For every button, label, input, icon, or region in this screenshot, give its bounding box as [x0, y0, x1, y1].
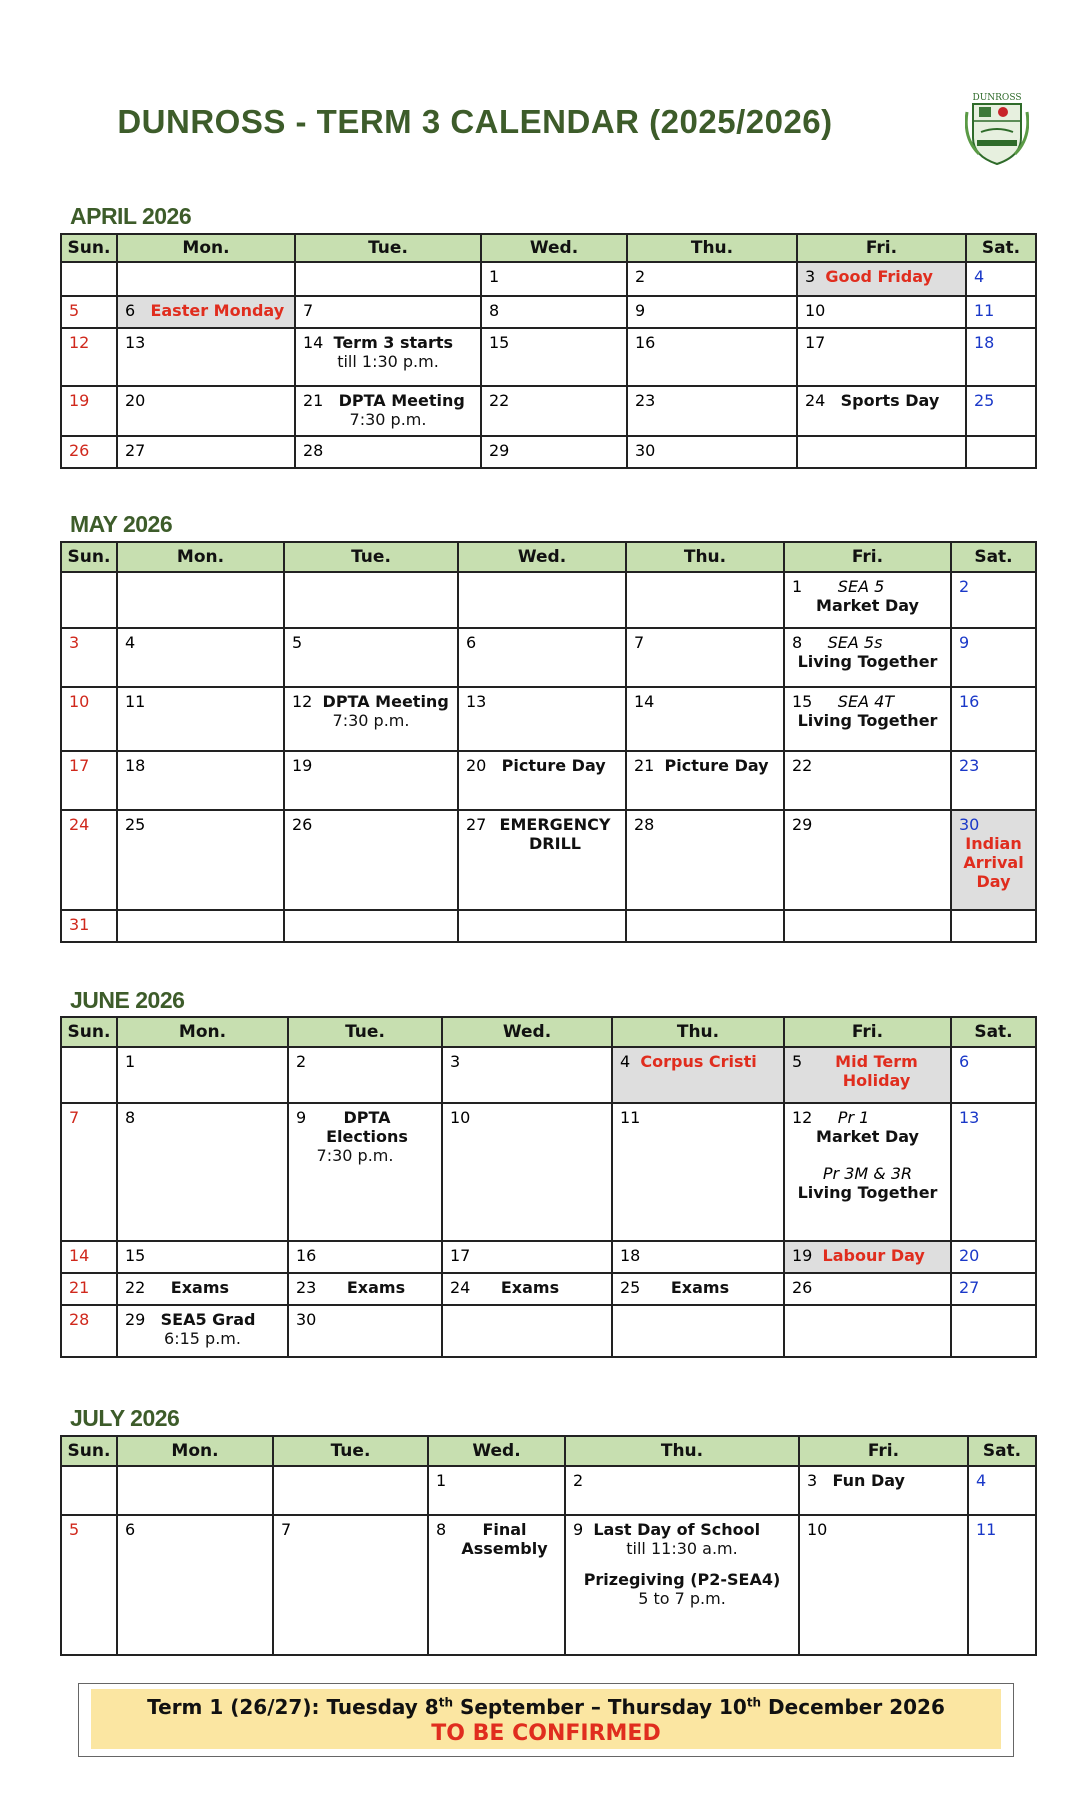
may-calendar [60, 541, 1037, 943]
day-cell: 2 [565, 1466, 799, 1515]
event-exams: Exams [170, 1278, 230, 1297]
day-cell: 13 [117, 328, 295, 386]
day-cell: 5 [61, 296, 117, 328]
day-cell: 14 [626, 687, 784, 751]
day-cell: 26 [784, 1273, 951, 1305]
week-row [61, 1241, 1036, 1273]
day-cell [966, 436, 1036, 468]
weekday-sun: Sun. [61, 542, 117, 572]
day-cell: 1 SEA 5 Market Day [784, 572, 951, 628]
day-cell: 6 [951, 1047, 1036, 1103]
day-cell: 21 Picture Day [626, 751, 784, 810]
week-row [61, 810, 1036, 910]
weekday-fri: Fri. [784, 542, 951, 572]
day-cell: 4 [968, 1466, 1036, 1515]
event-dpta-time: 7:30 p.m. [349, 410, 427, 429]
day-cell: 7 [61, 1103, 117, 1241]
term1-sup-1: th [438, 1695, 453, 1710]
day-cell: 20 [117, 386, 295, 436]
event-grad-time: 6:15 p.m. [164, 1329, 241, 1348]
day-cell: 10 [442, 1103, 612, 1241]
day-cell [284, 910, 458, 942]
term1-text-c: December 2026 [761, 1695, 945, 1719]
day-cell [458, 910, 626, 942]
event-easter-monday: Easter Monday [150, 301, 285, 320]
day-cell: 4 Corpus Cristi [612, 1047, 784, 1103]
june-calendar [60, 1016, 1037, 1358]
july-title: JULY 2026 [70, 1405, 180, 1431]
event-sea5s: SEA 5s [827, 633, 883, 652]
day-cell [797, 436, 966, 468]
day-cell: 9 [951, 628, 1036, 687]
day-cell: 6 [458, 628, 626, 687]
school-crest-logo [965, 92, 1029, 168]
day-cell [117, 1466, 273, 1515]
july-calendar [60, 1435, 1037, 1656]
weekday-tue: Tue. [273, 1436, 428, 1466]
day-cell: 10 [799, 1515, 968, 1655]
day-cell: 11 [612, 1103, 784, 1241]
day-cell: 7 [295, 296, 481, 328]
day-cell [458, 572, 626, 628]
day-cell: 5 [284, 628, 458, 687]
weekday-thu: Thu. [565, 1436, 799, 1466]
weekday-thu: Thu. [627, 234, 797, 262]
week-row [61, 436, 1036, 468]
day-cell: 12 DPTA Meeting 7:30 p.m. [284, 687, 458, 751]
day-cell: 23 [951, 751, 1036, 810]
day-cell: 23 [627, 386, 797, 436]
day-cell: 24 [61, 810, 117, 910]
day-cell [626, 572, 784, 628]
weekday-sat: Sat. [968, 1436, 1036, 1466]
day-cell: 2 [627, 262, 797, 296]
day-cell: 28 [295, 436, 481, 468]
event-dpta-meeting: DPTA Meeting [322, 692, 449, 711]
week-row [61, 910, 1036, 942]
day-cell: 5 [61, 1515, 117, 1655]
weekday-wed: Wed. [458, 542, 626, 572]
day-cell: 30 Indian Arrival Day [951, 810, 1036, 910]
day-cell: 25 Exams [612, 1273, 784, 1305]
day-cell: 28 [61, 1305, 117, 1357]
event-final-assembly: Final Assembly [461, 1520, 548, 1558]
term1-dates [91, 1695, 1001, 1719]
day-cell: 27 [951, 1273, 1036, 1305]
day-cell: 17 [797, 328, 966, 386]
day-cell: 4 [966, 262, 1036, 296]
week-row [61, 1273, 1036, 1305]
event-pr1: Pr 1 [837, 1108, 870, 1127]
week-row [61, 1515, 1036, 1655]
day-cell: 9 Last Day of School till 11:30 a.m. Prizegiving (P2-SEA4) 5 to 7 p.m. [565, 1515, 799, 1655]
day-cell: 26 [284, 810, 458, 910]
day-cell [784, 1305, 951, 1357]
day-cell [284, 572, 458, 628]
event-mid-term-holiday: Mid Term Holiday [835, 1052, 918, 1090]
day-cell: 1 [481, 262, 627, 296]
day-cell: 25 [966, 386, 1036, 436]
weekday-sat: Sat. [951, 1017, 1036, 1047]
day-cell [117, 910, 284, 942]
week-row [61, 1466, 1036, 1515]
event-last-day-time: till 11:30 a.m. [626, 1539, 738, 1558]
event-prizegiving: Prizegiving (P2-SEA4) [583, 1570, 781, 1589]
day-cell: 10 [797, 296, 966, 328]
day-cell [61, 1047, 117, 1103]
day-cell: 29 [481, 436, 627, 468]
svg-text:DUNROSS: DUNROSS [972, 93, 1022, 103]
day-cell: 9 [627, 296, 797, 328]
may-title: MAY 2026 [70, 511, 173, 537]
day-cell: 22 Exams [117, 1273, 288, 1305]
day-cell: 21 DPTA Meeting 7:30 p.m. [295, 386, 481, 436]
day-cell: 12 [61, 328, 117, 386]
event-exams: Exams [346, 1278, 406, 1297]
day-cell: 24 Sports Day [797, 386, 966, 436]
day-cell [117, 262, 295, 296]
event-sea4t: SEA 4T [837, 692, 895, 711]
weekday-fri: Fri. [799, 1436, 968, 1466]
day-cell: 11 [966, 296, 1036, 328]
day-cell: 26 [61, 436, 117, 468]
day-cell: 13 [458, 687, 626, 751]
week-row [61, 1047, 1036, 1103]
event-term3-starts: Term 3 starts [333, 333, 454, 352]
day-cell [61, 1466, 117, 1515]
day-cell: 7 [626, 628, 784, 687]
weekday-sat: Sat. [966, 234, 1036, 262]
event-fun-day: Fun Day [832, 1471, 905, 1490]
event-exams: Exams [670, 1278, 730, 1297]
weekday-wed: Wed. [442, 1017, 612, 1047]
event-pr3: Pr 3M & 3R [822, 1164, 913, 1183]
event-dpta-elections: DPTA Elections [326, 1108, 408, 1146]
day-cell: 4 [117, 628, 284, 687]
day-cell: 27 EMERGENCY DRILL [458, 810, 626, 910]
day-cell: 14 Term 3 starts till 1:30 p.m. [295, 328, 481, 386]
event-corpus-cristi: Corpus Cristi [640, 1052, 757, 1071]
day-cell: 8 [481, 296, 627, 328]
day-cell [626, 910, 784, 942]
day-cell: 8 [117, 1103, 288, 1241]
to-be-confirmed: TO BE CONFIRMED [431, 1721, 661, 1746]
day-cell: 3 Fun Day [799, 1466, 968, 1515]
page-title: DUNROSS - TERM 3 CALENDAR (2025/2026) [117, 103, 833, 140]
week-row [61, 386, 1036, 436]
day-cell: 6 Easter Monday [117, 296, 295, 328]
week-row [61, 687, 1036, 751]
day-cell: 2 [288, 1047, 442, 1103]
event-market-day: Market Day [816, 1127, 919, 1146]
weekday-sat: Sat. [951, 542, 1036, 572]
weekday-thu: Thu. [612, 1017, 784, 1047]
weekday-tue: Tue. [295, 234, 481, 262]
term1-sup-2: th [746, 1695, 762, 1710]
event-sea5-grad: SEA5 Grad [160, 1310, 256, 1329]
weekday-tue: Tue. [288, 1017, 442, 1047]
week-row [61, 328, 1036, 386]
day-cell: 19 [284, 751, 458, 810]
event-good-friday: Good Friday [825, 267, 933, 286]
event-exams: Exams [500, 1278, 560, 1297]
day-cell: 20 Picture Day [458, 751, 626, 810]
weekday-tue: Tue. [284, 542, 458, 572]
week-row [61, 296, 1036, 328]
event-market-day: Market Day [816, 596, 919, 615]
weekday-mon: Mon. [117, 234, 295, 262]
weekday-fri: Fri. [784, 1017, 951, 1047]
event-picture-day: Picture Day [501, 756, 606, 775]
week-row [61, 628, 1036, 687]
day-cell: 22 [481, 386, 627, 436]
day-cell: 8 Final Assembly [428, 1515, 565, 1655]
weekday-header-row [61, 1017, 1036, 1047]
day-cell: 15 [481, 328, 627, 386]
day-cell: 16 [627, 328, 797, 386]
day-cell: 17 [442, 1241, 612, 1273]
day-cell [61, 262, 117, 296]
day-cell: 8 SEA 5s Living Together [784, 628, 951, 687]
weekday-wed: Wed. [428, 1436, 565, 1466]
april-title: APRIL 2026 [70, 203, 192, 229]
day-cell: 13 [951, 1103, 1036, 1241]
day-cell: 3 [61, 628, 117, 687]
week-row [61, 572, 1036, 628]
weekday-sun: Sun. [61, 234, 117, 262]
day-cell [612, 1305, 784, 1357]
day-cell: 30 [288, 1305, 442, 1357]
weekday-thu: Thu. [626, 542, 784, 572]
day-cell: 21 [61, 1273, 117, 1305]
event-living-together: Living Together [797, 652, 938, 671]
day-cell: 18 [117, 751, 284, 810]
weekday-header-row [61, 234, 1036, 262]
day-cell [442, 1305, 612, 1357]
weekday-header-row [61, 542, 1036, 572]
day-cell: 18 [966, 328, 1036, 386]
day-cell: 16 [951, 687, 1036, 751]
event-living-together: Living Together [797, 711, 938, 730]
day-cell: 3 [442, 1047, 612, 1103]
day-cell: 2 [951, 572, 1036, 628]
day-cell: 16 [288, 1241, 442, 1273]
event-indian-arrival-day: Indian Arrival Day [963, 834, 1024, 891]
term1-notice-panel [91, 1689, 1001, 1749]
day-cell: 11 [968, 1515, 1036, 1655]
day-cell: 1 [117, 1047, 288, 1103]
day-cell: 9 DPTA Elections 7:30 p.m. [288, 1103, 442, 1241]
day-cell: 11 [117, 687, 284, 751]
weekday-sun: Sun. [61, 1436, 117, 1466]
day-cell: 1 [428, 1466, 565, 1515]
event-dpta-time: 7:30 p.m. [316, 1146, 394, 1165]
day-cell: 18 [612, 1241, 784, 1273]
june-title: JUNE 2026 [70, 987, 185, 1013]
day-cell: 27 [117, 436, 295, 468]
day-cell [951, 910, 1036, 942]
day-cell [295, 262, 481, 296]
day-cell: 28 [626, 810, 784, 910]
day-cell: 20 [951, 1241, 1036, 1273]
term1-text-a: Term 1 (26/27): Tuesday 8 [147, 1695, 439, 1719]
day-cell [117, 572, 284, 628]
day-cell: 17 [61, 751, 117, 810]
event-term3-time: till 1:30 p.m. [337, 352, 439, 371]
event-sea5: SEA 5 [837, 577, 885, 596]
term1-notice [78, 1683, 1014, 1757]
day-cell: 10 [61, 687, 117, 751]
day-cell: 15 SEA 4T Living Together [784, 687, 951, 751]
event-labour-day: Labour Day [822, 1246, 925, 1265]
day-cell: 29 [784, 810, 951, 910]
day-cell: 7 [273, 1515, 428, 1655]
day-cell: 3 Good Friday [797, 262, 966, 296]
day-cell: 5 Mid Term Holiday [784, 1047, 951, 1103]
event-sports-day: Sports Day [840, 391, 940, 410]
weekday-fri: Fri. [797, 234, 966, 262]
event-dpta-time: 7:30 p.m. [332, 711, 410, 730]
week-row [61, 1103, 1036, 1241]
weekday-sun: Sun. [61, 1017, 117, 1047]
day-cell: 19 [61, 386, 117, 436]
week-row [61, 262, 1036, 296]
day-cell: 19 Labour Day [784, 1241, 951, 1273]
event-living-together: Living Together [797, 1183, 938, 1202]
day-cell: 24 Exams [442, 1273, 612, 1305]
day-cell: 22 [784, 751, 951, 810]
day-cell: 31 [61, 910, 117, 942]
weekday-header-row [61, 1436, 1036, 1466]
day-cell [61, 572, 117, 628]
day-cell [784, 910, 951, 942]
event-emergency-drill: EMERGENCY DRILL [499, 815, 611, 853]
week-row [61, 751, 1036, 810]
weekday-wed: Wed. [481, 234, 627, 262]
day-cell: 23 Exams [288, 1273, 442, 1305]
day-cell: 6 [117, 1515, 273, 1655]
april-calendar [60, 233, 1037, 469]
day-cell: 14 [61, 1241, 117, 1273]
day-cell: 29 SEA5 Grad 6:15 p.m. [117, 1305, 288, 1357]
day-cell: 12 Pr 1 Market Day Pr 3M & 3R Living Together [784, 1103, 951, 1241]
day-cell: 30 [627, 436, 797, 468]
event-picture-day: Picture Day [664, 756, 769, 775]
weekday-mon: Mon. [117, 1436, 273, 1466]
day-cell: 15 [117, 1241, 288, 1273]
event-prize-time: 5 to 7 p.m. [638, 1589, 726, 1608]
event-last-day: Last Day of School [593, 1520, 761, 1539]
day-cell [273, 1466, 428, 1515]
term1-text-b: September – Thursday 10 [453, 1695, 747, 1719]
weekday-mon: Mon. [117, 542, 284, 572]
day-cell: 25 [117, 810, 284, 910]
weekday-mon: Mon. [117, 1017, 288, 1047]
week-row [61, 1305, 1036, 1357]
event-dpta-meeting: DPTA Meeting [338, 391, 465, 410]
day-cell [951, 1305, 1036, 1357]
